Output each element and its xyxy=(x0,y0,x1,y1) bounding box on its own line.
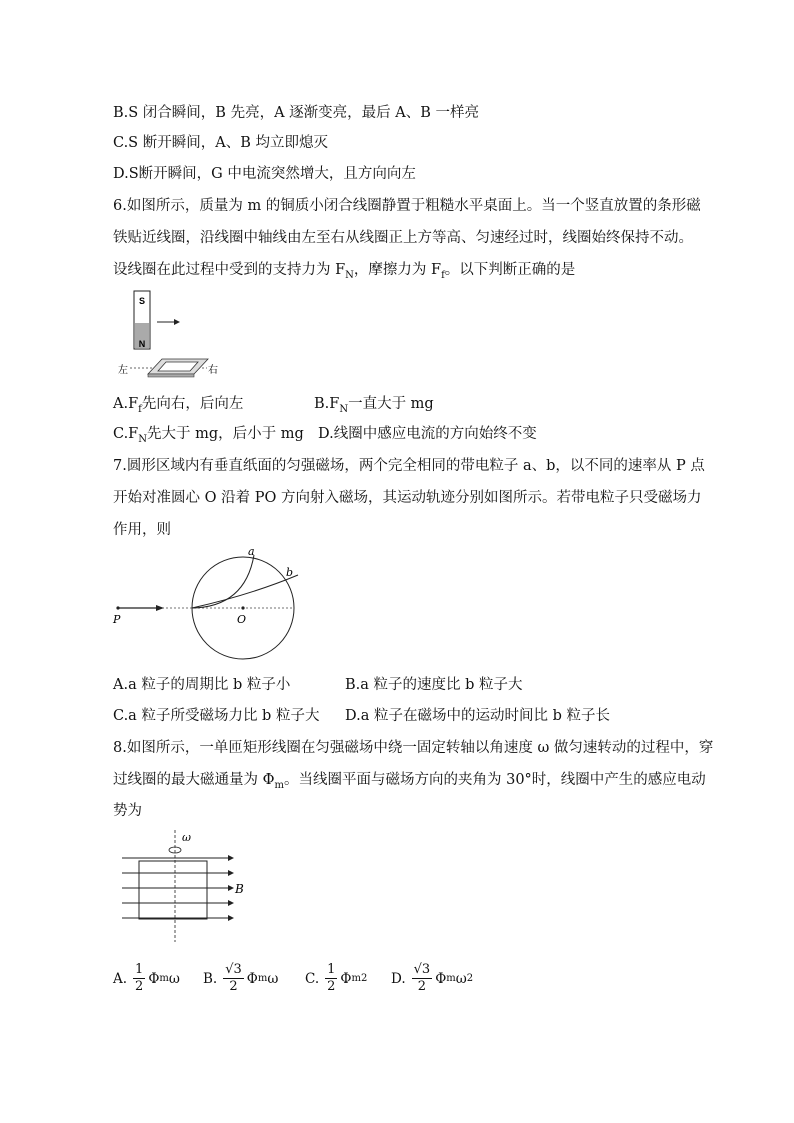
omega-label: ω xyxy=(182,831,191,844)
label-p: P xyxy=(113,613,121,626)
right-label: 右 xyxy=(208,365,218,376)
point-o xyxy=(241,606,244,609)
incident-arrow-head xyxy=(156,605,164,611)
q8-stem-line3: 势为 xyxy=(113,803,142,819)
q6-stem-line1: 6.如图所示，质量为 m 的铜质小闭合线圈静置于粗糙水平桌面上。当一个竖直放置的条形磁 xyxy=(113,198,701,214)
magnet-s-label: S xyxy=(138,296,146,306)
q6-stem-line2: 铁贴近线圈，沿线圈中轴线由左至右从线圈正上方等高、匀速经过时，线圈始终保持不动。 xyxy=(113,230,693,246)
trajectory-b xyxy=(192,575,298,608)
q8-rotating-coil-figure xyxy=(118,826,258,946)
q7-stem-line2: 开始对准圆心 O 沿着 PO 方向射入磁场，其运动轨迹分别如图所示。若带电粒子只受磁场力 xyxy=(113,490,702,506)
q6-option-c: $C.F_N$先大于 mg，后小于 mg xyxy=(113,426,304,445)
q5-option-c: C.S 断开瞬间，A、B 均立即熄灭 xyxy=(113,135,328,151)
label-o: O xyxy=(237,613,247,626)
q5-option-d: D.S断开瞬间，G 中电流突然增大，且方向向左 xyxy=(113,166,416,182)
field-arrowheads xyxy=(228,855,234,921)
q8-option-b: B. $\frac{√3}{2}$ Φ m ω xyxy=(203,962,279,994)
magnet-n-label: N xyxy=(138,339,146,349)
q7-circle-field-figure xyxy=(110,545,320,670)
q8-stem-line1: 8.如图所示，一单匝矩形线圈在匀强磁场中绕一固定转轴以角速度 ω 做匀速转动的过程中，穿 xyxy=(113,740,714,756)
q6-option-b: $B.F_N$一直大于 mg xyxy=(314,396,434,415)
coil-front-edge xyxy=(148,374,194,377)
motion-arrow-head xyxy=(174,319,180,325)
label-a: a xyxy=(248,545,255,558)
rectangular-coil xyxy=(139,861,207,919)
q8-option-c: C. $\frac{1}{2}$ Φ m 2 xyxy=(305,962,368,994)
q7-stem-line1: 7.圆形区域内有垂直纸面的匀强磁场，两个完全相同的带电粒子 a、b，以不同的速率从 P 点 xyxy=(113,458,705,474)
left-label: 左 xyxy=(118,365,128,376)
b-field-label: B xyxy=(235,882,244,896)
q8-stem-line2: 过线圈的最大磁通量为 $\Phi_m$。当线圈平面与磁场方向的夹角为 30°时，线圈中产生的感应电动 xyxy=(113,772,706,791)
q8-option-a: A. $\frac{1}{2}$ Φ m ω xyxy=(113,962,180,994)
q7-option-d: D.a 粒子在磁场中的运动时间比 b 粒子长 xyxy=(345,708,610,724)
q7-option-a: A.a 粒子的周期比 b 粒子小 xyxy=(113,677,291,693)
q8-option-d: D. $\frac{√3}{2}$ Φ m ω 2 xyxy=(391,962,474,994)
q7-option-c: C.a 粒子所受磁场力比 b 粒子大 xyxy=(113,708,320,724)
q6-magnet-coil-figure xyxy=(112,287,222,383)
q6-option-d: D.线圈中感应电流的方向始终不变 xyxy=(318,426,537,442)
q7-option-b: B.a 粒子的速度比 b 粒子大 xyxy=(345,677,523,693)
q5-option-b: B.S 闭合瞬间，B 先亮，A 逐渐变亮，最后 A、B 一样亮 xyxy=(113,105,479,121)
point-p xyxy=(116,606,119,609)
label-b: b xyxy=(286,566,294,579)
q6-stem-line3: 设线圈在此过程中受到的支持力为 $F_N$，摩擦力为 $F_f$。以下判断正确的是 xyxy=(113,262,576,281)
q7-stem-line3: 作用，则 xyxy=(113,522,171,538)
q6-option-a: $A.F_f$先向右，后向左 xyxy=(113,396,244,415)
